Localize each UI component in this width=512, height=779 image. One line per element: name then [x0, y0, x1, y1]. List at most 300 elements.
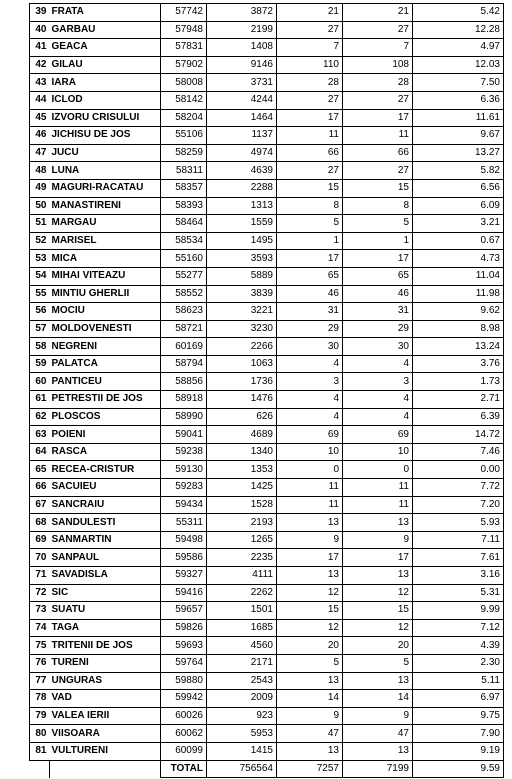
- locality-name-cell: LUNA: [50, 162, 161, 180]
- locality-name-cell: MANASTIRENI: [50, 197, 161, 215]
- locality-name-cell: POIENI: [50, 426, 161, 444]
- locality-name-cell: PLOSCOS: [50, 408, 161, 426]
- population-cell: 1495: [207, 232, 277, 250]
- locality-code-cell: 60099: [161, 742, 207, 760]
- population-cell: 2262: [207, 584, 277, 602]
- table-row: [30, 197, 504, 215]
- population-cell: 4111: [207, 567, 277, 585]
- table-row: [30, 74, 504, 92]
- locality-code-cell: 55277: [161, 267, 207, 285]
- locality-code-cell: 58357: [161, 179, 207, 197]
- count-b-cell: 11: [343, 496, 413, 514]
- rate-cell: 9.62: [413, 303, 504, 321]
- count-b-cell: 10: [343, 443, 413, 461]
- count-b-cell: 9: [343, 707, 413, 725]
- locality-code-cell: 59586: [161, 549, 207, 567]
- count-a-cell: 20: [277, 637, 343, 655]
- count-b-cell: 11: [343, 127, 413, 145]
- table-row: [30, 443, 504, 461]
- population-cell: 3731: [207, 74, 277, 92]
- rate-cell: 7.11: [413, 531, 504, 549]
- table-row: [30, 127, 504, 145]
- count-a-cell: 0: [277, 461, 343, 479]
- locality-name-cell: SUATU: [50, 602, 161, 620]
- row-index-cell: 47: [30, 144, 50, 162]
- count-a-cell: 27: [277, 21, 343, 39]
- row-index-cell: 72: [30, 584, 50, 602]
- locality-name-cell: IZVORU CRISULUI: [50, 109, 161, 127]
- rate-cell: 9.67: [413, 127, 504, 145]
- rate-cell: 5.93: [413, 514, 504, 532]
- count-b-cell: 28: [343, 74, 413, 92]
- rate-cell: 9.19: [413, 742, 504, 760]
- locality-code-cell: 58393: [161, 197, 207, 215]
- table-row: [30, 373, 504, 391]
- row-index-cell: 51: [30, 215, 50, 233]
- population-cell: 1408: [207, 39, 277, 57]
- locality-code-cell: 58918: [161, 391, 207, 409]
- locality-code-cell: 58259: [161, 144, 207, 162]
- locality-name-cell: GEACA: [50, 39, 161, 57]
- table-row: [30, 109, 504, 127]
- table-row: [30, 250, 504, 268]
- count-b-cell: 21: [343, 4, 413, 22]
- rate-cell: 3.76: [413, 355, 504, 373]
- count-b-cell: 17: [343, 109, 413, 127]
- table-body: [30, 4, 504, 761]
- locality-code-cell: 55160: [161, 250, 207, 268]
- population-cell: 1685: [207, 619, 277, 637]
- locality-code-cell: 59764: [161, 654, 207, 672]
- population-cell: 2009: [207, 690, 277, 708]
- population-cell: 1501: [207, 602, 277, 620]
- count-a-cell: 69: [277, 426, 343, 444]
- rate-cell: 5.82: [413, 162, 504, 180]
- locality-code-cell: 59657: [161, 602, 207, 620]
- row-index-cell: 70: [30, 549, 50, 567]
- count-a-cell: 12: [277, 619, 343, 637]
- row-index-cell: 54: [30, 267, 50, 285]
- count-b-cell: 9: [343, 531, 413, 549]
- rate-cell: 3.21: [413, 215, 504, 233]
- population-cell: 5889: [207, 267, 277, 285]
- total-blank-cell: [50, 760, 161, 778]
- locality-code-cell: 59434: [161, 496, 207, 514]
- table-row: [30, 267, 504, 285]
- count-a-cell: 13: [277, 742, 343, 760]
- locality-name-cell: VULTURENI: [50, 742, 161, 760]
- count-a-cell: 21: [277, 4, 343, 22]
- count-b-cell: 4: [343, 355, 413, 373]
- locality-name-cell: SIC: [50, 584, 161, 602]
- table-row: [30, 584, 504, 602]
- locality-name-cell: NEGRENI: [50, 338, 161, 356]
- table-row: [30, 144, 504, 162]
- count-b-cell: 14: [343, 690, 413, 708]
- row-index-cell: 43: [30, 74, 50, 92]
- count-a-cell: 4: [277, 408, 343, 426]
- count-b-cell: 69: [343, 426, 413, 444]
- table-row: [30, 355, 504, 373]
- rate-cell: 7.20: [413, 496, 504, 514]
- locality-code-cell: 58142: [161, 91, 207, 109]
- locality-name-cell: GARBAU: [50, 21, 161, 39]
- count-b-cell: 20: [343, 637, 413, 655]
- locality-name-cell: MARGAU: [50, 215, 161, 233]
- table-row: [30, 320, 504, 338]
- population-cell: 923: [207, 707, 277, 725]
- total-row: [30, 760, 504, 778]
- row-index-cell: 49: [30, 179, 50, 197]
- locality-code-cell: 58464: [161, 215, 207, 233]
- locality-name-cell: VALEA IERII: [50, 707, 161, 725]
- rate-cell: 9.75: [413, 707, 504, 725]
- count-a-cell: 11: [277, 127, 343, 145]
- locality-code-cell: 57902: [161, 56, 207, 74]
- locality-code-cell: 57948: [161, 21, 207, 39]
- locality-code-cell: 59238: [161, 443, 207, 461]
- rate-cell: 3.16: [413, 567, 504, 585]
- locality-name-cell: TAGA: [50, 619, 161, 637]
- population-cell: 2266: [207, 338, 277, 356]
- count-a-cell: 8: [277, 197, 343, 215]
- count-a-cell: 65: [277, 267, 343, 285]
- population-cell: 1528: [207, 496, 277, 514]
- population-cell: 3230: [207, 320, 277, 338]
- population-cell: 1353: [207, 461, 277, 479]
- locality-name-cell: SANDULESTI: [50, 514, 161, 532]
- count-b-cell: 17: [343, 250, 413, 268]
- locality-code-cell: 59416: [161, 584, 207, 602]
- locality-code-cell: 60062: [161, 725, 207, 743]
- row-index-cell: 77: [30, 672, 50, 690]
- table-row: [30, 303, 504, 321]
- locality-name-cell: VAD: [50, 690, 161, 708]
- table-row: [30, 707, 504, 725]
- locality-name-cell: PETRESTII DE JOS: [50, 391, 161, 409]
- count-a-cell: 29: [277, 320, 343, 338]
- locality-code-cell: 58311: [161, 162, 207, 180]
- rate-cell: 1.73: [413, 373, 504, 391]
- count-b-cell: 17: [343, 549, 413, 567]
- locality-name-cell: JUCU: [50, 144, 161, 162]
- count-b-cell: 30: [343, 338, 413, 356]
- count-a-cell: 10: [277, 443, 343, 461]
- table-row: [30, 496, 504, 514]
- locality-code-cell: 59498: [161, 531, 207, 549]
- locality-name-cell: MIHAI VITEAZU: [50, 267, 161, 285]
- total-population: 756564: [207, 760, 277, 778]
- row-index-cell: 75: [30, 637, 50, 655]
- count-a-cell: 66: [277, 144, 343, 162]
- table-row: [30, 619, 504, 637]
- row-index-cell: 64: [30, 443, 50, 461]
- count-b-cell: 3: [343, 373, 413, 391]
- locality-name-cell: GILAU: [50, 56, 161, 74]
- row-index-cell: 69: [30, 531, 50, 549]
- table-row: [30, 690, 504, 708]
- rate-cell: 4.97: [413, 39, 504, 57]
- table-row: [30, 549, 504, 567]
- population-cell: 4244: [207, 91, 277, 109]
- rate-cell: 14.72: [413, 426, 504, 444]
- count-b-cell: 31: [343, 303, 413, 321]
- row-index-cell: 71: [30, 567, 50, 585]
- rate-cell: 7.72: [413, 479, 504, 497]
- rate-cell: 7.90: [413, 725, 504, 743]
- rate-cell: 4.39: [413, 637, 504, 655]
- population-cell: 1063: [207, 355, 277, 373]
- count-b-cell: 15: [343, 179, 413, 197]
- rate-cell: 11.98: [413, 285, 504, 303]
- count-b-cell: 13: [343, 567, 413, 585]
- count-a-cell: 15: [277, 602, 343, 620]
- population-cell: 3839: [207, 285, 277, 303]
- population-cell: 1313: [207, 197, 277, 215]
- population-cell: 1137: [207, 127, 277, 145]
- count-b-cell: 27: [343, 91, 413, 109]
- count-b-cell: 8: [343, 197, 413, 215]
- locality-name-cell: SANMARTIN: [50, 531, 161, 549]
- population-cell: 2543: [207, 672, 277, 690]
- row-index-cell: 53: [30, 250, 50, 268]
- locality-name-cell: MOCIU: [50, 303, 161, 321]
- count-a-cell: 28: [277, 74, 343, 92]
- population-cell: 2288: [207, 179, 277, 197]
- table-row: [30, 531, 504, 549]
- count-a-cell: 11: [277, 496, 343, 514]
- count-a-cell: 110: [277, 56, 343, 74]
- total-label: TOTAL: [161, 760, 207, 778]
- count-a-cell: 9: [277, 531, 343, 549]
- count-a-cell: 4: [277, 355, 343, 373]
- rate-cell: 9.99: [413, 602, 504, 620]
- locality-name-cell: VIISOARA: [50, 725, 161, 743]
- rate-cell: 4.73: [413, 250, 504, 268]
- row-index-cell: 44: [30, 91, 50, 109]
- row-index-cell: 61: [30, 391, 50, 409]
- table-row: [30, 338, 504, 356]
- data-table: [29, 3, 504, 778]
- rate-cell: 13.24: [413, 338, 504, 356]
- row-index-cell: 81: [30, 742, 50, 760]
- population-cell: 4689: [207, 426, 277, 444]
- population-cell: 4560: [207, 637, 277, 655]
- row-index-cell: 79: [30, 707, 50, 725]
- row-index-cell: 39: [30, 4, 50, 22]
- locality-name-cell: TRITENII DE JOS: [50, 637, 161, 655]
- count-b-cell: 29: [343, 320, 413, 338]
- table-row: [30, 215, 504, 233]
- table-row: [30, 39, 504, 57]
- count-b-cell: 65: [343, 267, 413, 285]
- population-cell: 1464: [207, 109, 277, 127]
- table-row: [30, 408, 504, 426]
- table-row: [30, 514, 504, 532]
- count-b-cell: 5: [343, 215, 413, 233]
- count-a-cell: 30: [277, 338, 343, 356]
- locality-name-cell: FRATA: [50, 4, 161, 22]
- population-cell: 1415: [207, 742, 277, 760]
- rate-cell: 5.11: [413, 672, 504, 690]
- locality-name-cell: MOLDOVENESTI: [50, 320, 161, 338]
- locality-name-cell: TURENI: [50, 654, 161, 672]
- rate-cell: 11.04: [413, 267, 504, 285]
- locality-code-cell: 59826: [161, 619, 207, 637]
- count-a-cell: 13: [277, 567, 343, 585]
- count-a-cell: 47: [277, 725, 343, 743]
- locality-name-cell: IARA: [50, 74, 161, 92]
- locality-name-cell: MICA: [50, 250, 161, 268]
- locality-code-cell: 59327: [161, 567, 207, 585]
- table-row: [30, 91, 504, 109]
- count-b-cell: 4: [343, 391, 413, 409]
- count-b-cell: 12: [343, 584, 413, 602]
- row-index-cell: 80: [30, 725, 50, 743]
- rate-cell: 2.30: [413, 654, 504, 672]
- count-a-cell: 17: [277, 250, 343, 268]
- row-index-cell: 59: [30, 355, 50, 373]
- rate-cell: 0.67: [413, 232, 504, 250]
- locality-name-cell: SACUIEU: [50, 479, 161, 497]
- population-cell: 1265: [207, 531, 277, 549]
- locality-code-cell: 59942: [161, 690, 207, 708]
- locality-name-cell: ICLOD: [50, 91, 161, 109]
- rate-cell: 2.71: [413, 391, 504, 409]
- count-a-cell: 13: [277, 672, 343, 690]
- table-row: [30, 654, 504, 672]
- table-row: [30, 637, 504, 655]
- population-cell: 1425: [207, 479, 277, 497]
- count-a-cell: 27: [277, 162, 343, 180]
- locality-name-cell: SAVADISLA: [50, 567, 161, 585]
- locality-name-cell: PANTICEU: [50, 373, 161, 391]
- rate-cell: 6.56: [413, 179, 504, 197]
- count-a-cell: 17: [277, 549, 343, 567]
- population-cell: 2193: [207, 514, 277, 532]
- row-index-cell: 58: [30, 338, 50, 356]
- population-cell: 626: [207, 408, 277, 426]
- rate-cell: 7.46: [413, 443, 504, 461]
- locality-code-cell: 58008: [161, 74, 207, 92]
- population-cell: 1340: [207, 443, 277, 461]
- locality-code-cell: 59693: [161, 637, 207, 655]
- row-index-cell: 68: [30, 514, 50, 532]
- row-index-cell: 48: [30, 162, 50, 180]
- locality-code-cell: 58990: [161, 408, 207, 426]
- table-row: [30, 742, 504, 760]
- count-b-cell: 27: [343, 21, 413, 39]
- row-index-cell: 62: [30, 408, 50, 426]
- count-b-cell: 108: [343, 56, 413, 74]
- locality-name-cell: PALATCA: [50, 355, 161, 373]
- count-a-cell: 11: [277, 479, 343, 497]
- row-index-cell: 50: [30, 197, 50, 215]
- row-index-cell: 52: [30, 232, 50, 250]
- count-a-cell: 15: [277, 179, 343, 197]
- population-cell: 2199: [207, 21, 277, 39]
- count-a-cell: 1: [277, 232, 343, 250]
- locality-name-cell: SANPAUL: [50, 549, 161, 567]
- rate-cell: 12.28: [413, 21, 504, 39]
- rate-cell: 13.27: [413, 144, 504, 162]
- locality-code-cell: 59880: [161, 672, 207, 690]
- locality-code-cell: 58856: [161, 373, 207, 391]
- count-a-cell: 14: [277, 690, 343, 708]
- row-index-cell: 60: [30, 373, 50, 391]
- count-b-cell: 46: [343, 285, 413, 303]
- rate-cell: 6.36: [413, 91, 504, 109]
- locality-code-cell: 60169: [161, 338, 207, 356]
- count-b-cell: 4: [343, 408, 413, 426]
- rate-cell: 0.00: [413, 461, 504, 479]
- count-b-cell: 15: [343, 602, 413, 620]
- row-index-cell: 63: [30, 426, 50, 444]
- locality-code-cell: 60026: [161, 707, 207, 725]
- row-index-cell: 55: [30, 285, 50, 303]
- row-index-cell: 42: [30, 56, 50, 74]
- count-a-cell: 5: [277, 654, 343, 672]
- table-row: [30, 725, 504, 743]
- rate-cell: 7.61: [413, 549, 504, 567]
- table-row: [30, 4, 504, 22]
- locality-code-cell: 58721: [161, 320, 207, 338]
- rate-cell: 5.42: [413, 4, 504, 22]
- count-b-cell: 27: [343, 162, 413, 180]
- locality-name-cell: JICHISU DE JOS: [50, 127, 161, 145]
- rate-cell: 6.09: [413, 197, 504, 215]
- count-a-cell: 31: [277, 303, 343, 321]
- table-row: [30, 56, 504, 74]
- table-row: [30, 426, 504, 444]
- count-a-cell: 46: [277, 285, 343, 303]
- count-b-cell: 12: [343, 619, 413, 637]
- count-b-cell: 1: [343, 232, 413, 250]
- count-b-cell: 66: [343, 144, 413, 162]
- table-row: [30, 567, 504, 585]
- table-row: [30, 479, 504, 497]
- total-count-a: 7257: [277, 760, 343, 778]
- rate-cell: 8.98: [413, 320, 504, 338]
- locality-name-cell: RASCA: [50, 443, 161, 461]
- locality-code-cell: 59041: [161, 426, 207, 444]
- rate-cell: 11.61: [413, 109, 504, 127]
- count-a-cell: 9: [277, 707, 343, 725]
- locality-code-cell: 55106: [161, 127, 207, 145]
- population-cell: 3593: [207, 250, 277, 268]
- row-index-cell: 56: [30, 303, 50, 321]
- table-row: [30, 391, 504, 409]
- locality-code-cell: 58794: [161, 355, 207, 373]
- count-b-cell: 11: [343, 479, 413, 497]
- table-row: [30, 179, 504, 197]
- total-blank-cell: [30, 760, 50, 778]
- count-b-cell: 13: [343, 672, 413, 690]
- total-rate: 9.59: [413, 760, 504, 778]
- rate-cell: 6.97: [413, 690, 504, 708]
- locality-name-cell: RECEA-CRISTUR: [50, 461, 161, 479]
- row-index-cell: 40: [30, 21, 50, 39]
- row-index-cell: 66: [30, 479, 50, 497]
- table-row: [30, 162, 504, 180]
- locality-code-cell: 58552: [161, 285, 207, 303]
- row-index-cell: 73: [30, 602, 50, 620]
- table-row: [30, 602, 504, 620]
- locality-name-cell: SANCRAIU: [50, 496, 161, 514]
- count-a-cell: 13: [277, 514, 343, 532]
- population-cell: 9146: [207, 56, 277, 74]
- population-cell: 4974: [207, 144, 277, 162]
